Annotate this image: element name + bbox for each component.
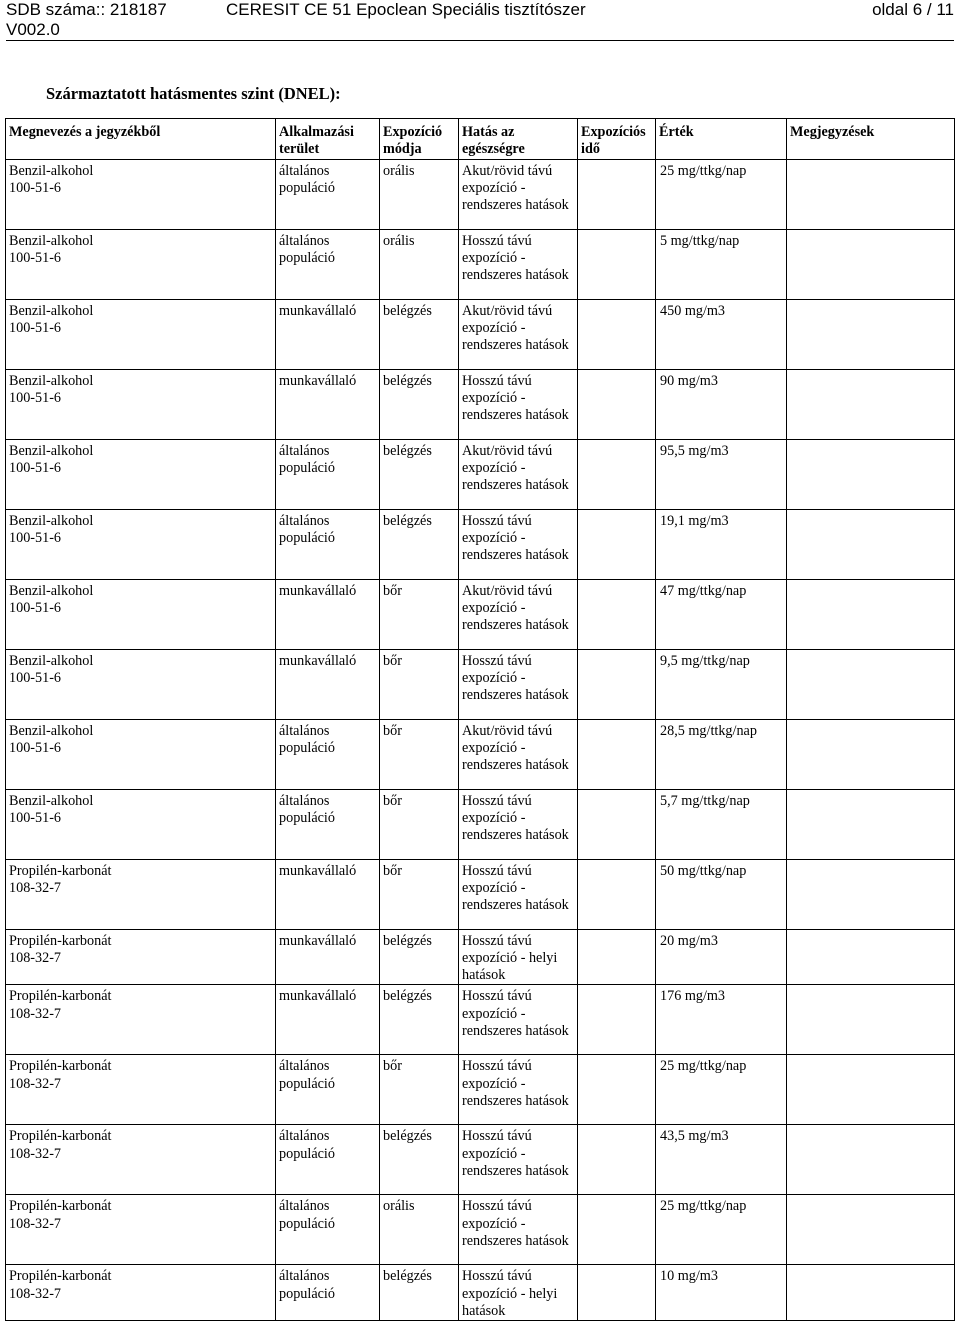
exposure-route: bőr bbox=[383, 722, 402, 739]
substance-cell bbox=[6, 985, 276, 1055]
exposure-route: orális bbox=[383, 162, 415, 179]
cas-number: 100-51-6 bbox=[9, 179, 62, 196]
column-header: Hatás az egészségre bbox=[459, 119, 578, 160]
dnel-value: 43,5 mg/m3 bbox=[660, 1128, 729, 1145]
exposure-route: bőr bbox=[383, 582, 402, 599]
value-cell bbox=[656, 369, 787, 439]
time-cell bbox=[578, 159, 656, 229]
health-effect: Akut/rövid távú expozíció - rendszeres hatások bbox=[462, 722, 569, 774]
column-header: Megjegyzések bbox=[787, 119, 955, 160]
application-area: általános populáció bbox=[279, 162, 335, 196]
value-cell bbox=[656, 649, 787, 719]
health-effect: Hosszú távú expozíció - rendszeres hatások bbox=[462, 1058, 569, 1110]
substance-cell bbox=[6, 299, 276, 369]
header-line bbox=[6, 0, 954, 20]
value-cell bbox=[656, 985, 787, 1055]
effect-cell bbox=[459, 719, 578, 789]
substance-cell bbox=[6, 1195, 276, 1265]
time-cell bbox=[578, 229, 656, 299]
note-cell bbox=[787, 229, 955, 299]
route-cell bbox=[380, 789, 459, 859]
time-cell bbox=[578, 859, 656, 929]
substance-name: Benzil-alkohol bbox=[9, 232, 94, 249]
table-row bbox=[6, 1125, 955, 1195]
section-title: Származtatott hatásmentes szint (DNEL): bbox=[46, 84, 341, 103]
substance-cell bbox=[6, 1125, 276, 1195]
application-area: általános populáció bbox=[279, 722, 335, 756]
version: V002.0 bbox=[6, 20, 954, 41]
note-cell bbox=[787, 509, 955, 579]
area-cell bbox=[276, 159, 380, 229]
cas-number: 100-51-6 bbox=[9, 529, 62, 546]
substance-name: Benzil-alkohol bbox=[9, 652, 94, 669]
area-cell bbox=[276, 719, 380, 789]
note-cell bbox=[787, 929, 955, 985]
note-cell bbox=[787, 1055, 955, 1125]
dnel-value: 19,1 mg/m3 bbox=[660, 512, 729, 529]
route-cell bbox=[380, 719, 459, 789]
area-cell bbox=[276, 509, 380, 579]
column-header: Expozíciós idő bbox=[578, 119, 656, 160]
dnel-value: 20 mg/m3 bbox=[660, 932, 718, 949]
cas-number: 108-32-7 bbox=[9, 879, 62, 896]
dnel-value: 90 mg/m3 bbox=[660, 372, 718, 389]
dnel-value: 176 mg/m3 bbox=[660, 988, 726, 1005]
table-row bbox=[6, 859, 955, 929]
value-cell bbox=[656, 299, 787, 369]
cas-number: 108-32-7 bbox=[9, 1285, 62, 1302]
substance-name: Propilén-karbonát bbox=[9, 1128, 112, 1145]
application-area: általános populáció bbox=[279, 1128, 335, 1162]
application-area: munkavállaló bbox=[279, 862, 357, 879]
health-effect: Akut/rövid távú expozíció - rendszeres hatások bbox=[462, 302, 569, 354]
table-row bbox=[6, 929, 955, 985]
time-cell bbox=[578, 1265, 656, 1321]
effect-cell bbox=[459, 859, 578, 929]
substance-name: Propilén-karbonát bbox=[9, 988, 112, 1005]
column-header: Alkalmazási terület bbox=[276, 119, 380, 160]
application-area: általános populáció bbox=[279, 442, 335, 476]
route-cell bbox=[380, 985, 459, 1055]
substance-name: Benzil-alkohol bbox=[9, 582, 94, 599]
area-cell bbox=[276, 1195, 380, 1265]
application-area: munkavállaló bbox=[279, 988, 357, 1005]
route-cell bbox=[380, 1265, 459, 1321]
substance-name: Benzil-alkohol bbox=[9, 792, 94, 809]
exposure-route: bőr bbox=[383, 862, 402, 879]
application-area: munkavállaló bbox=[279, 302, 357, 319]
health-effect: Hosszú távú expozíció - rendszeres hatások bbox=[462, 1198, 569, 1250]
exposure-route: belégzés bbox=[383, 302, 432, 319]
substance-cell bbox=[6, 859, 276, 929]
application-area: általános populáció bbox=[279, 1198, 335, 1232]
substance-name: Propilén-karbonát bbox=[9, 932, 112, 949]
exposure-route: orális bbox=[383, 232, 415, 249]
table-row bbox=[6, 579, 955, 649]
health-effect: Hosszú távú expozíció - rendszeres hatások bbox=[462, 652, 569, 704]
health-effect: Hosszú távú expozíció - rendszeres hatások bbox=[462, 792, 569, 844]
sds-number: SDB száma:: 218187 bbox=[6, 0, 167, 19]
note-cell bbox=[787, 1265, 955, 1321]
column-header: Expozíció módja bbox=[380, 119, 459, 160]
value-cell bbox=[656, 229, 787, 299]
area-cell bbox=[276, 649, 380, 719]
dnel-value: 25 mg/ttkg/nap bbox=[660, 1198, 747, 1215]
exposure-route: belégzés bbox=[383, 512, 432, 529]
product-name: CERESIT CE 51 Epoclean Speciális tisztítószer bbox=[226, 0, 586, 19]
column-header: Érték bbox=[656, 119, 787, 160]
value-cell bbox=[656, 1195, 787, 1265]
dnel-value: 9,5 mg/ttkg/nap bbox=[660, 652, 750, 669]
table-row bbox=[6, 299, 955, 369]
cas-number: 100-51-6 bbox=[9, 319, 62, 336]
application-area: általános populáció bbox=[279, 512, 335, 546]
value-cell bbox=[656, 1125, 787, 1195]
substance-name: Benzil-alkohol bbox=[9, 162, 94, 179]
time-cell bbox=[578, 929, 656, 985]
table-row bbox=[6, 985, 955, 1055]
table-row bbox=[6, 719, 955, 789]
health-effect: Hosszú távú expozíció - rendszeres hatások bbox=[462, 862, 569, 914]
effect-cell bbox=[459, 159, 578, 229]
value-cell bbox=[656, 579, 787, 649]
dnel-table bbox=[5, 118, 955, 1321]
value-cell bbox=[656, 159, 787, 229]
page-header bbox=[6, 0, 954, 41]
effect-cell bbox=[459, 509, 578, 579]
substance-cell bbox=[6, 1055, 276, 1125]
health-effect: Hosszú távú expozíció - rendszeres hatások bbox=[462, 372, 569, 424]
value-cell bbox=[656, 439, 787, 509]
value-cell bbox=[656, 1055, 787, 1125]
health-effect: Akut/rövid távú expozíció - rendszeres hatások bbox=[462, 442, 569, 494]
dnel-value: 5,7 mg/ttkg/nap bbox=[660, 792, 750, 809]
effect-cell bbox=[459, 985, 578, 1055]
table-row bbox=[6, 369, 955, 439]
table-row bbox=[6, 789, 955, 859]
health-effect: Akut/rövid távú expozíció - rendszeres hatások bbox=[462, 162, 569, 214]
note-cell bbox=[787, 649, 955, 719]
area-cell bbox=[276, 929, 380, 985]
time-cell bbox=[578, 719, 656, 789]
area-cell bbox=[276, 985, 380, 1055]
value-cell bbox=[656, 929, 787, 985]
route-cell bbox=[380, 579, 459, 649]
value-cell bbox=[656, 859, 787, 929]
note-cell bbox=[787, 299, 955, 369]
application-area: munkavállaló bbox=[279, 652, 357, 669]
application-area: munkavállaló bbox=[279, 582, 357, 599]
value-cell bbox=[656, 509, 787, 579]
route-cell bbox=[380, 159, 459, 229]
time-cell bbox=[578, 509, 656, 579]
note-cell bbox=[787, 985, 955, 1055]
area-cell bbox=[276, 229, 380, 299]
area-cell bbox=[276, 1265, 380, 1321]
substance-cell bbox=[6, 789, 276, 859]
exposure-route: bőr bbox=[383, 792, 402, 809]
route-cell bbox=[380, 229, 459, 299]
exposure-route: belégzés bbox=[383, 1128, 432, 1145]
exposure-route: belégzés bbox=[383, 442, 432, 459]
table-header-row bbox=[6, 119, 955, 160]
time-cell bbox=[578, 1055, 656, 1125]
effect-cell bbox=[459, 229, 578, 299]
note-cell bbox=[787, 369, 955, 439]
table-row bbox=[6, 1055, 955, 1125]
area-cell bbox=[276, 439, 380, 509]
value-cell bbox=[656, 789, 787, 859]
substance-name: Benzil-alkohol bbox=[9, 512, 94, 529]
time-cell bbox=[578, 985, 656, 1055]
table-body bbox=[6, 159, 955, 1321]
effect-cell bbox=[459, 1055, 578, 1125]
substance-name: Propilén-karbonát bbox=[9, 1058, 112, 1075]
cas-number: 100-51-6 bbox=[9, 809, 62, 826]
table-row bbox=[6, 509, 955, 579]
dnel-value: 10 mg/m3 bbox=[660, 1268, 718, 1285]
cas-number: 100-51-6 bbox=[9, 669, 62, 686]
value-cell bbox=[656, 1265, 787, 1321]
application-area: munkavállaló bbox=[279, 932, 357, 949]
area-cell bbox=[276, 369, 380, 439]
exposure-route: belégzés bbox=[383, 932, 432, 949]
dnel-value: 50 mg/ttkg/nap bbox=[660, 862, 747, 879]
time-cell bbox=[578, 299, 656, 369]
table-row bbox=[6, 159, 955, 229]
exposure-route: bőr bbox=[383, 1058, 402, 1075]
area-cell bbox=[276, 1055, 380, 1125]
time-cell bbox=[578, 1195, 656, 1265]
exposure-route: orális bbox=[383, 1198, 415, 1215]
substance-cell bbox=[6, 509, 276, 579]
substance-name: Benzil-alkohol bbox=[9, 302, 94, 319]
health-effect: Hosszú távú expozíció - helyi hatások bbox=[462, 1268, 558, 1320]
time-cell bbox=[578, 789, 656, 859]
time-cell bbox=[578, 579, 656, 649]
route-cell bbox=[380, 859, 459, 929]
route-cell bbox=[380, 369, 459, 439]
cas-number: 100-51-6 bbox=[9, 459, 62, 476]
cas-number: 100-51-6 bbox=[9, 739, 62, 756]
health-effect: Hosszú távú expozíció - rendszeres hatások bbox=[462, 232, 569, 284]
health-effect: Hosszú távú expozíció - rendszeres hatások bbox=[462, 1128, 569, 1180]
substance-name: Benzil-alkohol bbox=[9, 372, 94, 389]
route-cell bbox=[380, 439, 459, 509]
dnel-value: 5 mg/ttkg/nap bbox=[660, 232, 740, 249]
cas-number: 108-32-7 bbox=[9, 1215, 62, 1232]
area-cell bbox=[276, 789, 380, 859]
application-area: általános populáció bbox=[279, 1268, 335, 1302]
route-cell bbox=[380, 1195, 459, 1265]
effect-cell bbox=[459, 1265, 578, 1321]
table-row bbox=[6, 229, 955, 299]
note-cell bbox=[787, 859, 955, 929]
cas-number: 108-32-7 bbox=[9, 1005, 62, 1022]
application-area: általános populáció bbox=[279, 1058, 335, 1092]
cas-number: 108-32-7 bbox=[9, 1075, 62, 1092]
substance-cell bbox=[6, 579, 276, 649]
table-row bbox=[6, 1265, 955, 1321]
cas-number: 108-32-7 bbox=[9, 1145, 62, 1162]
effect-cell bbox=[459, 369, 578, 439]
column-header: Megnevezés a jegyzékből bbox=[6, 119, 276, 160]
substance-cell bbox=[6, 439, 276, 509]
effect-cell bbox=[459, 439, 578, 509]
dnel-value: 28,5 mg/ttkg/nap bbox=[660, 722, 757, 739]
exposure-route: belégzés bbox=[383, 372, 432, 389]
health-effect: Akut/rövid távú expozíció - rendszeres hatások bbox=[462, 582, 569, 634]
dnel-value: 47 mg/ttkg/nap bbox=[660, 582, 747, 599]
time-cell bbox=[578, 439, 656, 509]
time-cell bbox=[578, 369, 656, 439]
cas-number: 100-51-6 bbox=[9, 599, 62, 616]
note-cell bbox=[787, 789, 955, 859]
time-cell bbox=[578, 1125, 656, 1195]
substance-cell bbox=[6, 649, 276, 719]
dnel-value: 25 mg/ttkg/nap bbox=[660, 1058, 747, 1075]
area-cell bbox=[276, 1125, 380, 1195]
effect-cell bbox=[459, 1125, 578, 1195]
area-cell bbox=[276, 299, 380, 369]
substance-name: Propilén-karbonát bbox=[9, 1198, 112, 1215]
effect-cell bbox=[459, 1195, 578, 1265]
substance-cell bbox=[6, 719, 276, 789]
substance-cell bbox=[6, 159, 276, 229]
substance-cell bbox=[6, 929, 276, 985]
exposure-route: bőr bbox=[383, 652, 402, 669]
table-row bbox=[6, 649, 955, 719]
route-cell bbox=[380, 299, 459, 369]
application-area: általános populáció bbox=[279, 792, 335, 826]
application-area: munkavállaló bbox=[279, 372, 357, 389]
substance-name: Propilén-karbonát bbox=[9, 1268, 112, 1285]
note-cell bbox=[787, 719, 955, 789]
cas-number: 108-32-7 bbox=[9, 949, 62, 966]
dnel-value: 450 mg/m3 bbox=[660, 302, 726, 319]
substance-cell bbox=[6, 229, 276, 299]
route-cell bbox=[380, 929, 459, 985]
effect-cell bbox=[459, 299, 578, 369]
area-cell bbox=[276, 579, 380, 649]
substance-name: Propilén-karbonát bbox=[9, 862, 112, 879]
dnel-value: 95,5 mg/m3 bbox=[660, 442, 729, 459]
route-cell bbox=[380, 1125, 459, 1195]
application-area: általános populáció bbox=[279, 232, 335, 266]
note-cell bbox=[787, 439, 955, 509]
route-cell bbox=[380, 1055, 459, 1125]
dnel-value: 25 mg/ttkg/nap bbox=[660, 162, 747, 179]
table-row bbox=[6, 439, 955, 509]
time-cell bbox=[578, 649, 656, 719]
table-row bbox=[6, 1195, 955, 1265]
note-cell bbox=[787, 159, 955, 229]
cas-number: 100-51-6 bbox=[9, 249, 62, 266]
substance-name: Benzil-alkohol bbox=[9, 442, 94, 459]
note-cell bbox=[787, 1195, 955, 1265]
effect-cell bbox=[459, 789, 578, 859]
effect-cell bbox=[459, 649, 578, 719]
value-cell bbox=[656, 719, 787, 789]
exposure-route: belégzés bbox=[383, 1268, 432, 1285]
effect-cell bbox=[459, 929, 578, 985]
health-effect: Hosszú távú expozíció - rendszeres hatások bbox=[462, 512, 569, 564]
cas-number: 100-51-6 bbox=[9, 389, 62, 406]
substance-name: Benzil-alkohol bbox=[9, 722, 94, 739]
route-cell bbox=[380, 509, 459, 579]
note-cell bbox=[787, 1125, 955, 1195]
note-cell bbox=[787, 579, 955, 649]
substance-cell bbox=[6, 1265, 276, 1321]
substance-cell bbox=[6, 369, 276, 439]
area-cell bbox=[276, 859, 380, 929]
health-effect: Hosszú távú expozíció - rendszeres hatások bbox=[462, 988, 569, 1040]
effect-cell bbox=[459, 579, 578, 649]
health-effect: Hosszú távú expozíció - helyi hatások bbox=[462, 932, 558, 984]
route-cell bbox=[380, 649, 459, 719]
exposure-route: belégzés bbox=[383, 988, 432, 1005]
page-number: oldal 6 / 11 bbox=[872, 0, 954, 19]
